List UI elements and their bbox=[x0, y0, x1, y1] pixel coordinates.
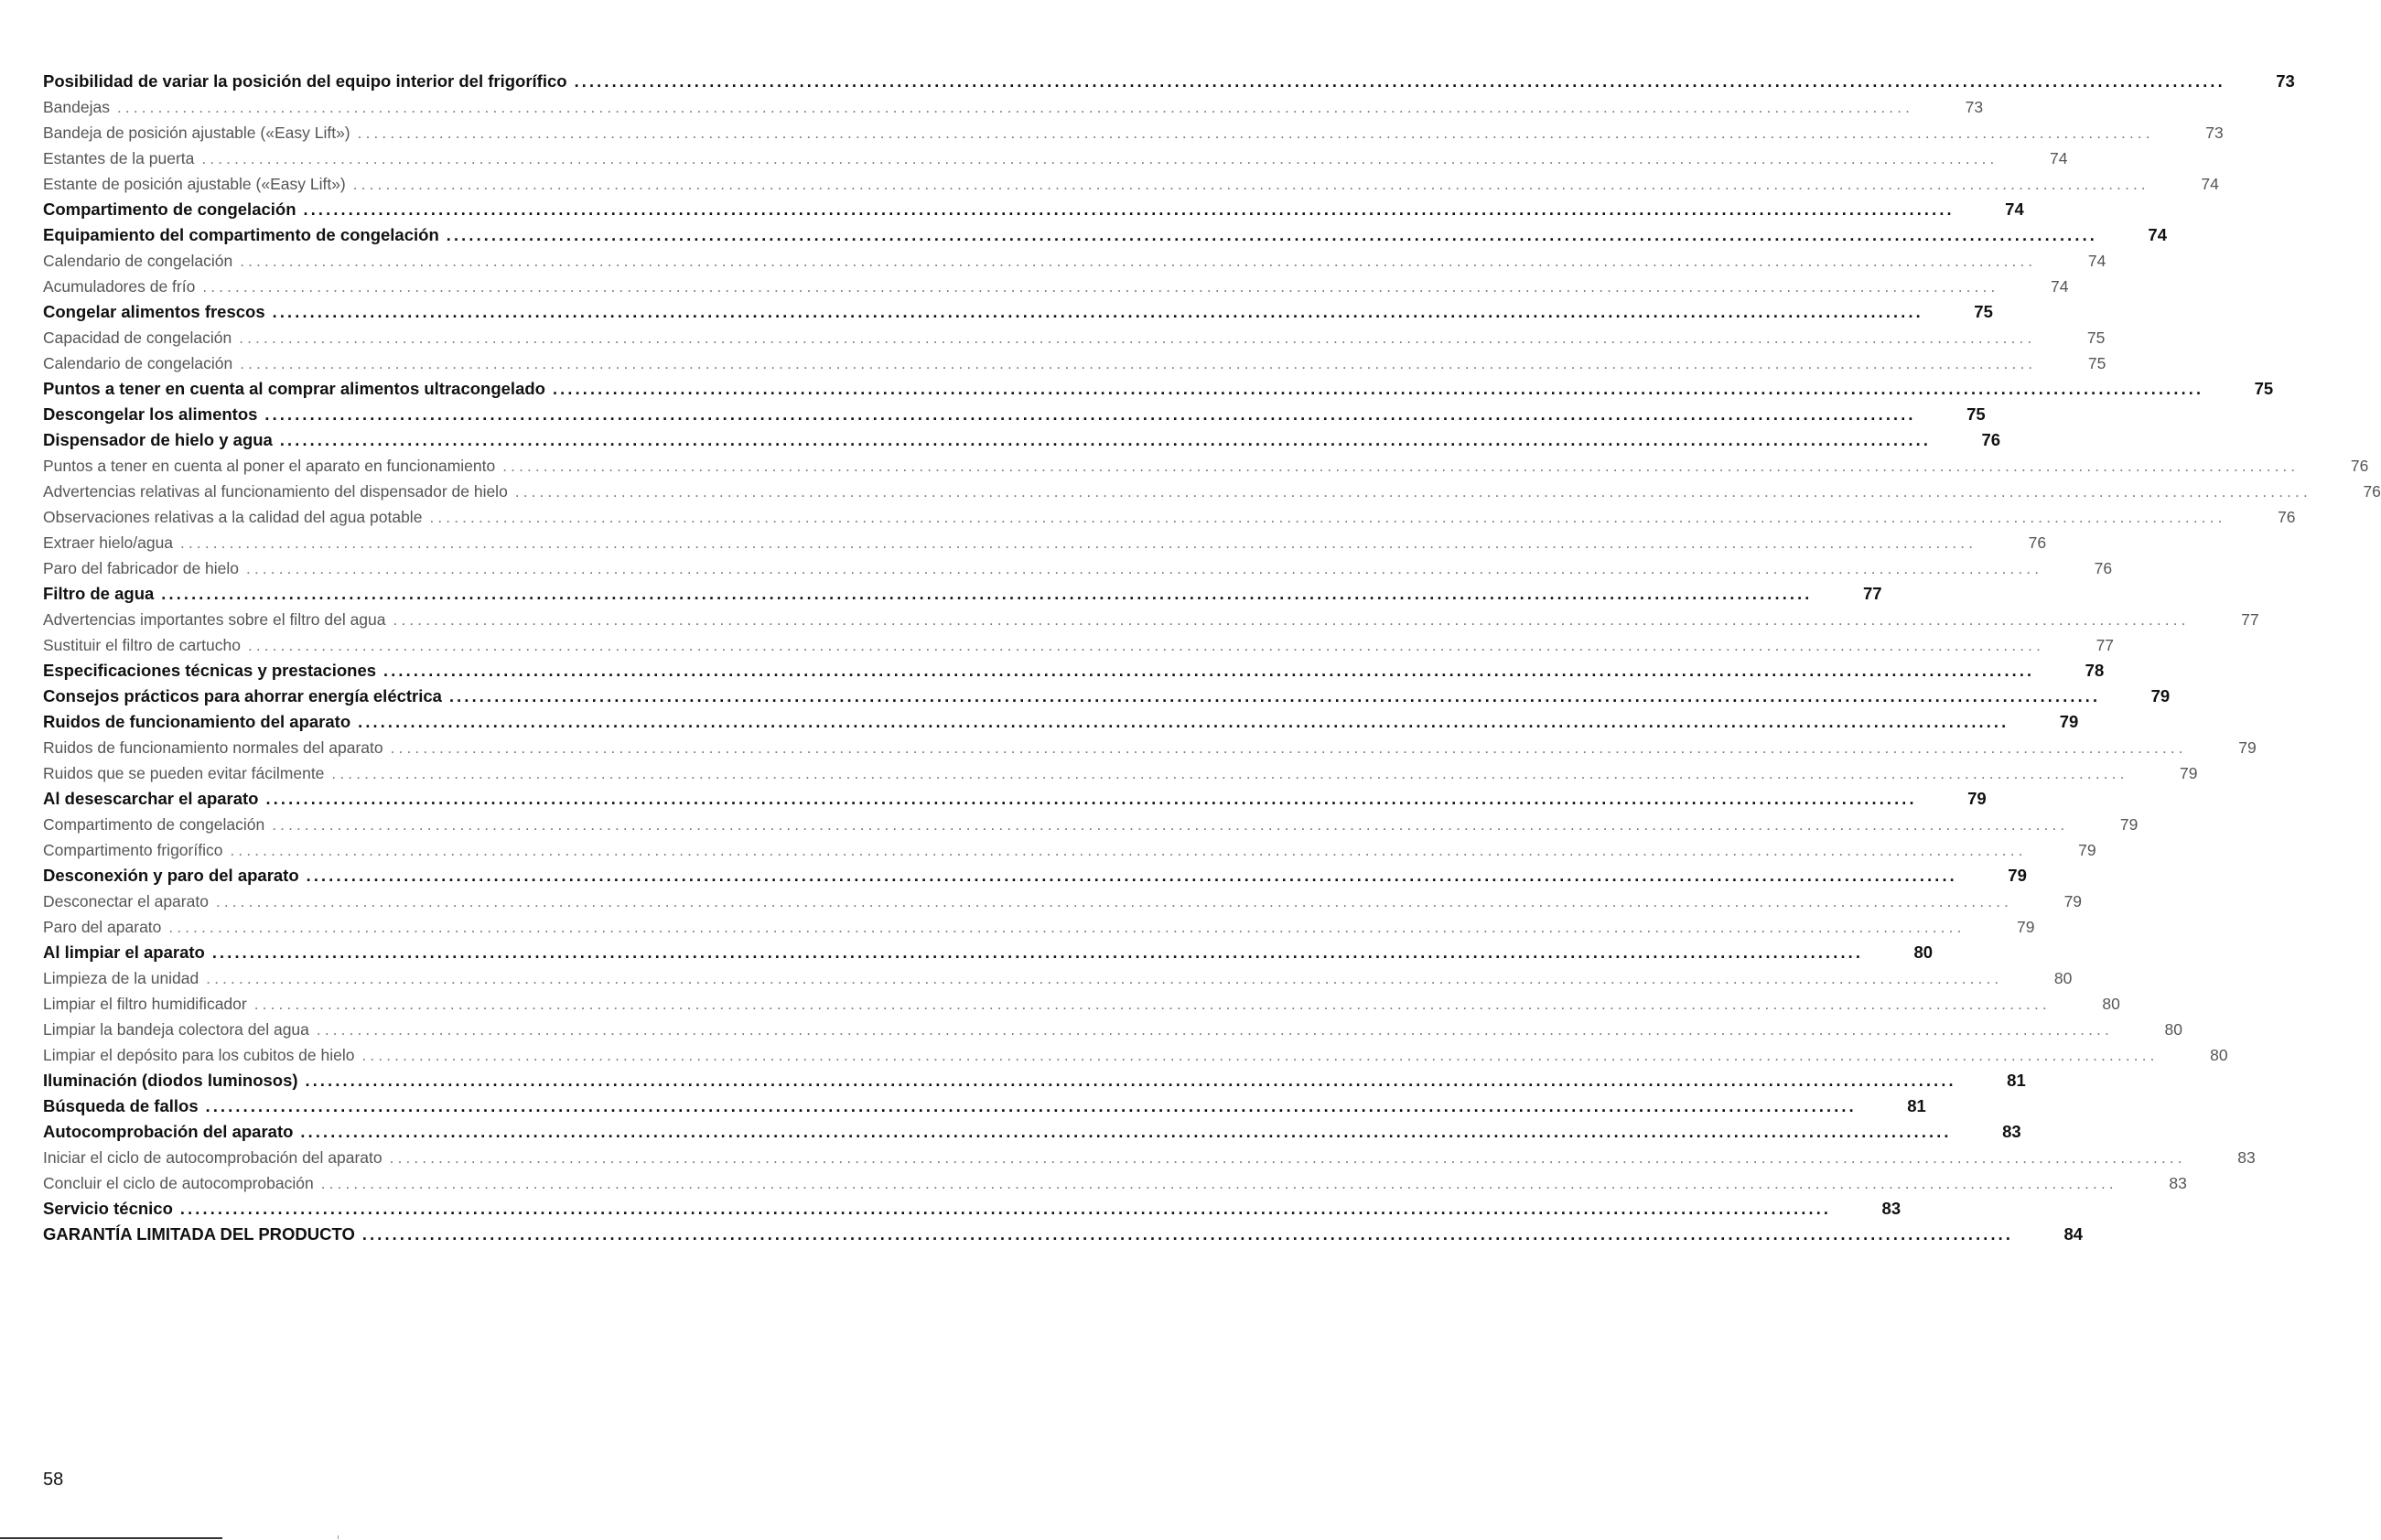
toc-entry-title: Iniciar el ciclo de autocomprobación del aparato bbox=[43, 1148, 382, 1167]
toc-entry-main[interactable] bbox=[43, 658, 2105, 684]
toc-entry-page: 73 bbox=[1965, 98, 1984, 116]
toc-entry-title: Compartimento de congelación bbox=[43, 199, 296, 219]
toc-entry-main[interactable] bbox=[43, 940, 1934, 965]
toc-entry-title: Extraer hielo/agua bbox=[43, 533, 174, 552]
toc-dot-leader: ............................................................................................................................................................................................................................ bbox=[446, 226, 2097, 244]
toc-entry-sub[interactable] bbox=[43, 274, 2069, 299]
toc-entry-page: 80 bbox=[2053, 969, 2073, 987]
toc-entry-page: 81 bbox=[2007, 1071, 2026, 1090]
toc-entry-title: Autocomprobación del aparato bbox=[43, 1122, 294, 1141]
toc-entry-page: 73 bbox=[2276, 71, 2295, 91]
toc-dot-leader: ............................................................................................................................................................................................................................ bbox=[305, 1072, 1956, 1090]
toc-entry-page: 80 bbox=[2102, 995, 2120, 1013]
toc-entry-main[interactable] bbox=[43, 863, 2027, 888]
toc-entry-sub[interactable] bbox=[43, 1042, 2228, 1068]
toc-entry-title: Calendario de congelación bbox=[43, 252, 233, 270]
toc-entry-sub[interactable] bbox=[43, 991, 2120, 1017]
toc-entry-title: Paro del fabricador de hielo bbox=[43, 559, 240, 577]
toc-dot-leader: ............................................................................................................................................................................................................................ bbox=[180, 534, 1977, 552]
table-of-contents bbox=[43, 69, 2381, 1247]
toc-entry-main[interactable] bbox=[43, 427, 2001, 453]
toc-entry-title: Calendario de congelación bbox=[43, 354, 233, 372]
toc-dot-leader: ............................................................................................................................................................................................................................ bbox=[215, 893, 2013, 910]
toc-entry-title: Limpiar el depósito para los cubitos de hielo bbox=[43, 1046, 355, 1064]
toc-entry-main[interactable] bbox=[43, 1119, 2021, 1145]
toc-entry-sub[interactable] bbox=[43, 1145, 2256, 1170]
toc-entry-page: 74 bbox=[2050, 149, 2068, 167]
toc-dot-leader: ............................................................................................................................................................................................................................ bbox=[552, 380, 2204, 398]
toc-entry-title: Ruidos de funcionamiento del aparato bbox=[43, 712, 351, 731]
toc-dot-leader: ............................................................................................................................................................................................................................ bbox=[202, 278, 1999, 296]
toc-entry-title: Iluminación (diodos luminosos) bbox=[43, 1071, 298, 1090]
toc-entry-sub[interactable] bbox=[43, 1017, 2182, 1042]
toc-dot-leader: ............................................................................................................................................................................................................................ bbox=[205, 1097, 1857, 1115]
toc-dot-leader: ............................................................................................................................................................................................................................ bbox=[361, 1047, 2159, 1064]
toc-entry-page: 74 bbox=[2005, 199, 2024, 219]
toc-entry-title: Advertencias relativas al funcionamiento del dispensador de hielo bbox=[43, 482, 508, 501]
toc-entry-main[interactable] bbox=[43, 1222, 2084, 1247]
toc-entry-page: 79 bbox=[2119, 815, 2139, 834]
toc-entry-page: 80 bbox=[1913, 942, 1934, 962]
toc-entry-title: Bandeja de posición ajustable («Easy Lift») bbox=[43, 124, 350, 142]
toc-dot-leader: ............................................................................................................................................................................................................................ bbox=[383, 662, 2035, 680]
toc-entry-sub[interactable] bbox=[43, 1170, 2187, 1196]
toc-entry-page: 75 bbox=[1966, 404, 1986, 424]
toc-entry-page: 74 bbox=[2087, 252, 2106, 270]
toc-entry-page: 75 bbox=[2086, 328, 2106, 347]
toc-entry-page: 77 bbox=[2095, 636, 2115, 654]
toc-dot-leader: ............................................................................................................................................................................................................................ bbox=[240, 355, 2037, 372]
toc-entry-main[interactable] bbox=[43, 299, 1993, 325]
toc-entry-page: 74 bbox=[2201, 175, 2219, 193]
toc-entry-page: 79 bbox=[2078, 841, 2096, 859]
toc-entry-page: 83 bbox=[2169, 1174, 2187, 1192]
toc-dot-leader: ............................................................................................................................................................................................................................ bbox=[361, 1225, 2014, 1244]
toc-entry-page: 76 bbox=[2094, 559, 2113, 577]
toc-dot-leader: ............................................................................................................................................................................................................................ bbox=[393, 611, 2190, 629]
toc-entry-sub[interactable] bbox=[43, 914, 2035, 940]
toc-entry-title: Limpiar la bandeja colectora del agua bbox=[43, 1020, 309, 1039]
toc-entry-page: 76 bbox=[2350, 457, 2369, 475]
toc-dot-leader: ............................................................................................................................................................................................................................ bbox=[239, 329, 2036, 347]
toc-entry-page: 74 bbox=[2050, 277, 2069, 296]
toc-entry-page: 76 bbox=[2028, 533, 2047, 552]
toc-entry-main[interactable] bbox=[43, 581, 1882, 607]
toc-entry-sub[interactable] bbox=[43, 812, 2139, 837]
toc-dot-leader: ............................................................................................................................................................................................................................ bbox=[390, 739, 2187, 757]
toc-dot-leader: ............................................................................................................................................................................................................................ bbox=[247, 637, 2045, 654]
toc-entry-title: Especificaciones técnicas y prestaciones bbox=[43, 661, 377, 680]
toc-dot-leader: ............................................................................................................................................................................................................................ bbox=[320, 1175, 2117, 1192]
toc-entry-title: Acumuladores de frío bbox=[43, 277, 196, 296]
toc-entry-page: 79 bbox=[2059, 712, 2079, 731]
toc-dot-leader: ............................................................................................................................................................................................................................ bbox=[240, 253, 2037, 270]
toc-entry-title: Desconectar el aparato bbox=[43, 892, 209, 910]
toc-entry-title: Concluir el ciclo de autocomprobación bbox=[43, 1174, 314, 1192]
toc-entry-page: 83 bbox=[2237, 1148, 2256, 1167]
toc-entry-main[interactable] bbox=[43, 376, 2274, 402]
toc-entry-page: 83 bbox=[2002, 1122, 2021, 1141]
toc-entry-page: 73 bbox=[2205, 124, 2224, 142]
toc-entry-main[interactable] bbox=[43, 684, 2171, 709]
toc-entry-title: Ruidos de funcionamiento normales del aparato bbox=[43, 738, 383, 757]
toc-dot-leader: ............................................................................................................................................................................................................................ bbox=[230, 842, 2027, 859]
toc-entry-page: 76 bbox=[2363, 482, 2381, 501]
toc-entry-main[interactable] bbox=[43, 786, 1987, 812]
toc-entry-title: Compartimento frigorífico bbox=[43, 841, 223, 859]
toc-entry-title: Filtro de agua bbox=[43, 584, 155, 603]
toc-entry-title: Desconexión y paro del aparato bbox=[43, 866, 299, 885]
toc-entry-page: 83 bbox=[1881, 1199, 1902, 1218]
toc-dot-leader: ............................................................................................................................................................................................................................ bbox=[306, 867, 1957, 885]
toc-entry-sub[interactable] bbox=[43, 350, 2106, 376]
toc-dot-leader: ............................................................................................................................................................................................................................ bbox=[264, 405, 1916, 424]
toc-entry-main[interactable] bbox=[43, 1093, 1926, 1119]
toc-entry-title: Compartimento de congelación bbox=[43, 815, 265, 834]
toc-entry-title: Limpieza de la unidad bbox=[43, 969, 199, 987]
toc-dot-leader: ............................................................................................................................................................................................................................ bbox=[514, 483, 2311, 501]
toc-entry-title: Paro del aparato bbox=[43, 918, 162, 936]
toc-entry-main[interactable] bbox=[43, 197, 2024, 222]
toc-dot-leader: ............................................................................................................................................................................................................................ bbox=[574, 72, 2225, 91]
toc-dot-leader: ............................................................................................................................................................................................................................ bbox=[246, 560, 2043, 577]
toc-entry-page: 79 bbox=[2238, 738, 2257, 757]
toc-entry-title: Posibilidad de variar la posición del equipo interior del frigorífico bbox=[43, 71, 567, 91]
toc-entry-sub[interactable] bbox=[43, 965, 2073, 991]
toc-entry-main[interactable] bbox=[43, 1196, 1902, 1222]
toc-entry-page: 78 bbox=[2085, 661, 2105, 680]
toc-entry-title: Servicio técnico bbox=[43, 1199, 173, 1218]
toc-entry-title: Estantes de la puerta bbox=[43, 149, 195, 167]
toc-dot-leader: ............................................................................................................................................................................................................................ bbox=[429, 509, 2226, 526]
toc-entry-main[interactable] bbox=[43, 402, 1986, 427]
toc-entry-page: 76 bbox=[2278, 508, 2296, 526]
toc-entry-sub[interactable] bbox=[43, 632, 2115, 658]
toc-dot-leader: ............................................................................................................................................................................................................................ bbox=[358, 713, 2009, 731]
toc-entry-page: 79 bbox=[2150, 686, 2171, 705]
toc-dot-leader: ............................................................................................................................................................................................................................ bbox=[316, 1021, 2113, 1039]
toc-entry-sub[interactable] bbox=[43, 607, 2259, 632]
toc-entry-page: 81 bbox=[1907, 1096, 1926, 1115]
toc-entry-title: Limpiar el filtro humidificador bbox=[43, 995, 247, 1013]
toc-entry-page: 79 bbox=[2008, 866, 2027, 885]
toc-dot-leader: ............................................................................................................................................................................................................................ bbox=[206, 970, 2003, 987]
toc-entry-title: Al limpiar el aparato bbox=[43, 942, 205, 962]
toc-dot-leader: ............................................................................................................................................................................................................................ bbox=[448, 687, 2101, 705]
toc-entry-page: 84 bbox=[2063, 1224, 2084, 1244]
toc-entry-sub[interactable] bbox=[43, 94, 1984, 120]
toc-entry-title: GARANTÍA LIMITADA DEL PRODUCTO bbox=[43, 1224, 355, 1244]
toc-entry-title: Ruidos que se pueden evitar fácilmente bbox=[43, 764, 325, 782]
toc-dot-leader: ............................................................................................................................................................................................................................ bbox=[331, 765, 2128, 782]
toc-dot-leader: ............................................................................................................................................................................................................................ bbox=[300, 1123, 1952, 1141]
toc-dot-leader: ............................................................................................................................................................................................................................ bbox=[303, 200, 1955, 219]
toc-entry-title: Consejos prácticos para ahorrar energía eléctrica bbox=[43, 686, 442, 705]
toc-dot-leader: ............................................................................................................................................................................................................................ bbox=[161, 585, 1813, 603]
toc-entry-sub[interactable] bbox=[43, 248, 2106, 274]
toc-entry-page: 77 bbox=[2241, 610, 2259, 629]
toc-dot-leader: ............................................................................................................................................................................................................................ bbox=[279, 431, 1932, 449]
toc-entry-main[interactable] bbox=[43, 1068, 2026, 1093]
toc-entry-page: 74 bbox=[2148, 225, 2167, 244]
toc-entry-sub[interactable] bbox=[43, 504, 2296, 530]
toc-entry-page: 80 bbox=[2210, 1046, 2228, 1064]
toc-entry-sub[interactable] bbox=[43, 888, 2083, 914]
toc-entry-title: Advertencias importantes sobre el filtro del agua bbox=[43, 610, 386, 629]
toc-entry-sub[interactable] bbox=[43, 837, 2096, 863]
toc-dot-leader: ............................................................................................................................................................................................................................ bbox=[389, 1149, 2186, 1167]
toc-dot-leader: ............................................................................................................................................................................................................................ bbox=[502, 458, 2300, 475]
toc-entry-sub[interactable] bbox=[43, 555, 2113, 581]
footer-tick bbox=[338, 1535, 339, 1539]
toc-entry-sub[interactable] bbox=[43, 735, 2257, 760]
toc-entry-title: Observaciones relativas a la calidad del agua potable bbox=[43, 508, 423, 526]
toc-entry-page: 79 bbox=[2017, 918, 2035, 936]
toc-entry-title: Congelar alimentos frescos bbox=[43, 302, 265, 321]
toc-entry-title: Dispensador de hielo y agua bbox=[43, 430, 273, 449]
toc-entry-page: 75 bbox=[1974, 302, 1993, 321]
toc-dot-leader: ............................................................................................................................................................................................................................ bbox=[272, 303, 1923, 321]
toc-entry-sub[interactable] bbox=[43, 120, 2224, 145]
toc-dot-leader: ............................................................................................................................................................................................................................ bbox=[201, 150, 1999, 167]
toc-entry-sub[interactable] bbox=[43, 530, 2047, 555]
toc-entry-page: 75 bbox=[2087, 354, 2106, 372]
toc-entry-sub[interactable] bbox=[43, 145, 2068, 171]
toc-entry-sub[interactable] bbox=[43, 760, 2198, 786]
toc-entry-page: 80 bbox=[2164, 1020, 2182, 1039]
toc-dot-leader: ............................................................................................................................................................................................................................ bbox=[272, 816, 2069, 834]
toc-entry-title: Equipamiento del compartimento de congelación bbox=[43, 225, 439, 244]
toc-entry-page: 76 bbox=[1981, 430, 2001, 449]
toc-entry-title: Sustituir el filtro de cartucho bbox=[43, 636, 241, 654]
footer-rule bbox=[0, 1537, 222, 1539]
page-number: 58 bbox=[43, 1470, 64, 1490]
toc-entry-title: Capacidad de congelación bbox=[43, 328, 232, 347]
toc-dot-leader: ............................................................................................................................................................................................................................ bbox=[168, 919, 1966, 936]
toc-entry-title: Al desescarchar el aparato bbox=[43, 789, 259, 808]
toc-entry-sub[interactable] bbox=[43, 479, 2381, 504]
toc-dot-leader: ............................................................................................................................................................................................................................ bbox=[211, 943, 1864, 962]
toc-entry-title: Estante de posición ajustable («Easy Lift») bbox=[43, 175, 346, 193]
toc-entry-main[interactable] bbox=[43, 69, 2295, 94]
toc-dot-leader: ............................................................................................................................................................................................................................ bbox=[179, 1200, 1832, 1218]
toc-entry-sub[interactable] bbox=[43, 171, 2219, 197]
toc-entry-sub[interactable] bbox=[43, 325, 2106, 350]
toc-entry-main[interactable] bbox=[43, 222, 2167, 248]
toc-dot-leader: ............................................................................................................................................................................................................................ bbox=[116, 99, 1914, 116]
toc-dot-leader: ............................................................................................................................................................................................................................ bbox=[265, 790, 1917, 808]
toc-entry-page: 77 bbox=[1862, 584, 1882, 603]
toc-dot-leader: ............................................................................................................................................................................................................................ bbox=[357, 124, 2154, 142]
toc-entry-page: 79 bbox=[1967, 789, 1987, 808]
toc-entry-title: Puntos a tener en cuenta al poner el aparato en funcionamiento bbox=[43, 457, 496, 475]
toc-entry-sub[interactable] bbox=[43, 453, 2369, 479]
toc-entry-page: 79 bbox=[2180, 764, 2198, 782]
toc-entry-title: Búsqueda de fallos bbox=[43, 1096, 199, 1115]
toc-dot-leader: ............................................................................................................................................................................................................................ bbox=[352, 176, 2149, 193]
toc-dot-leader: ............................................................................................................................................................................................................................ bbox=[253, 996, 2051, 1013]
toc-entry-main[interactable] bbox=[43, 709, 2079, 735]
toc-entry-page: 79 bbox=[2063, 892, 2083, 910]
toc-entry-title: Descongelar los alimentos bbox=[43, 404, 258, 424]
toc-entry-page: 75 bbox=[2254, 379, 2274, 398]
toc-entry-title: Bandejas bbox=[43, 98, 110, 116]
toc-entry-title: Puntos a tener en cuenta al comprar alimentos ultracongelado bbox=[43, 379, 545, 398]
